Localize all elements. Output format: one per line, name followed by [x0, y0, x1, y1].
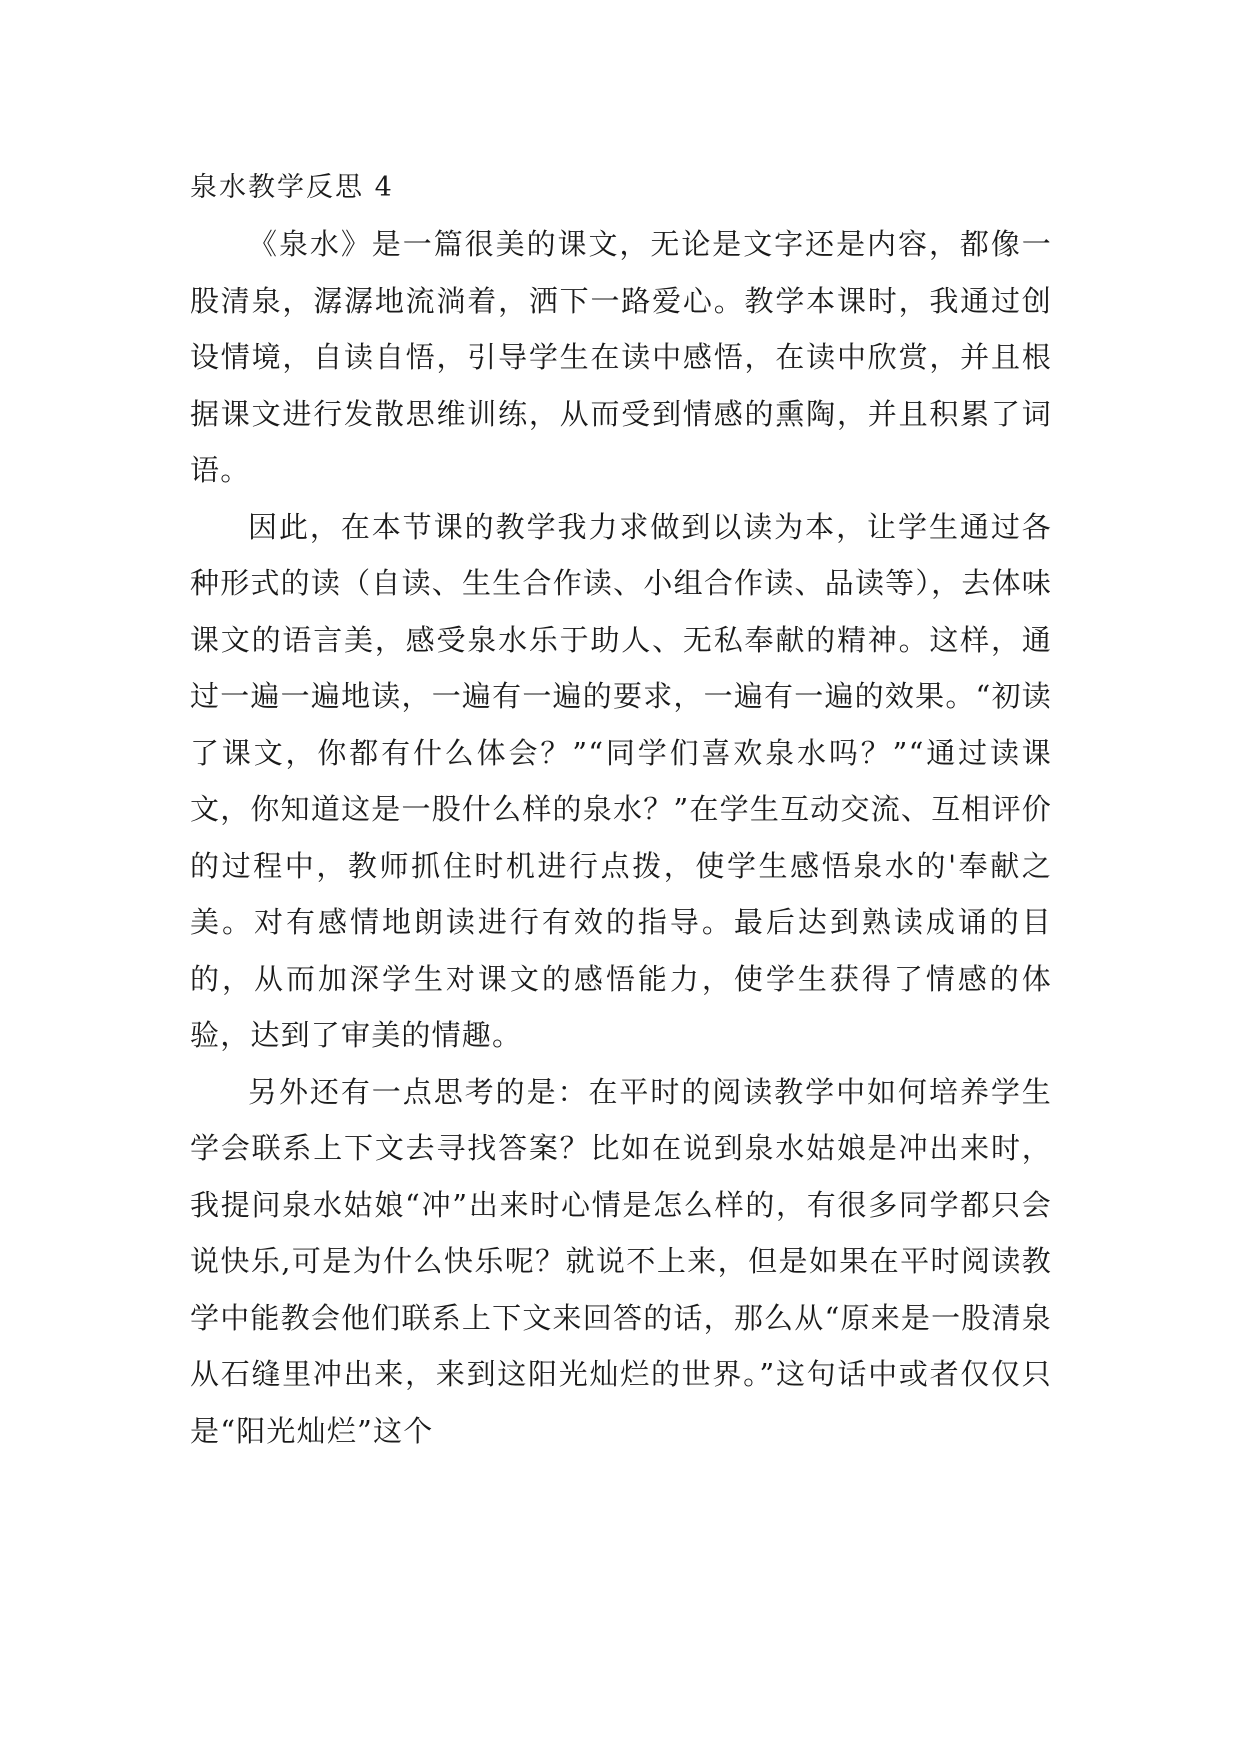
paragraph-3: 另外还有一点思考的是：在平时的阅读教学中如何培养学生学会联系上下文去寻找答案？比如在说到泉水姑娘是冲出来时，我提问泉水姑娘“冲”出来时心情是怎么样的，有很多同学都只会说快乐,可是为什么快乐呢？就说不上来，但是如果在平时阅读教学中能教会他们联系上下文来回答的话，那么从“原来是一股清泉从石缝里冲出来，来到这阳光灿烂的世界。”这句话中或者仅仅只是“阳光灿烂”这个 — [190, 1074, 1052, 1448]
document-title: 泉水教学反思 4 — [190, 172, 394, 203]
paragraph-2: 因此，在本节课的教学我力求做到以读为本，让学生通过各种形式的读（自读、生生合作读、小组合作读、品读等），去体味课文的语言美，感受泉水乐于助人、无私奉献的精神。这样，通过一遍一遍地读，一遍有一遍的要求，一遍有一遍的效果。“初读了课文，你都有什么体会？”“同学们喜欢泉水吗？”“通过读课文，你知道这是一股什么样的泉水？”在学生互动交流、互相评价的过程中，教师抓住时机进行点拨，使学生感悟泉水的'奉献之美。对有感情地朗读进行有效的指导。最后达到熟读成诵的目的，从而加深学生对课文的感悟能力，使学生获得了情感的体验，达到了审美的情趣。 — [190, 509, 1052, 1052]
document-body — [190, 216, 1052, 1459]
paragraph-1: 《泉水》是一篇很美的课文，无论是文字还是内容，都像一股清泉，潺潺地流淌着，洒下一路爱心。教学本课时，我通过创设情境，自读自悟，引导学生在读中感悟，在读中欣赏，并且根据课文进行发散思维训练，从而受到情感的熏陶，并且积累了词语。 — [190, 227, 1052, 487]
